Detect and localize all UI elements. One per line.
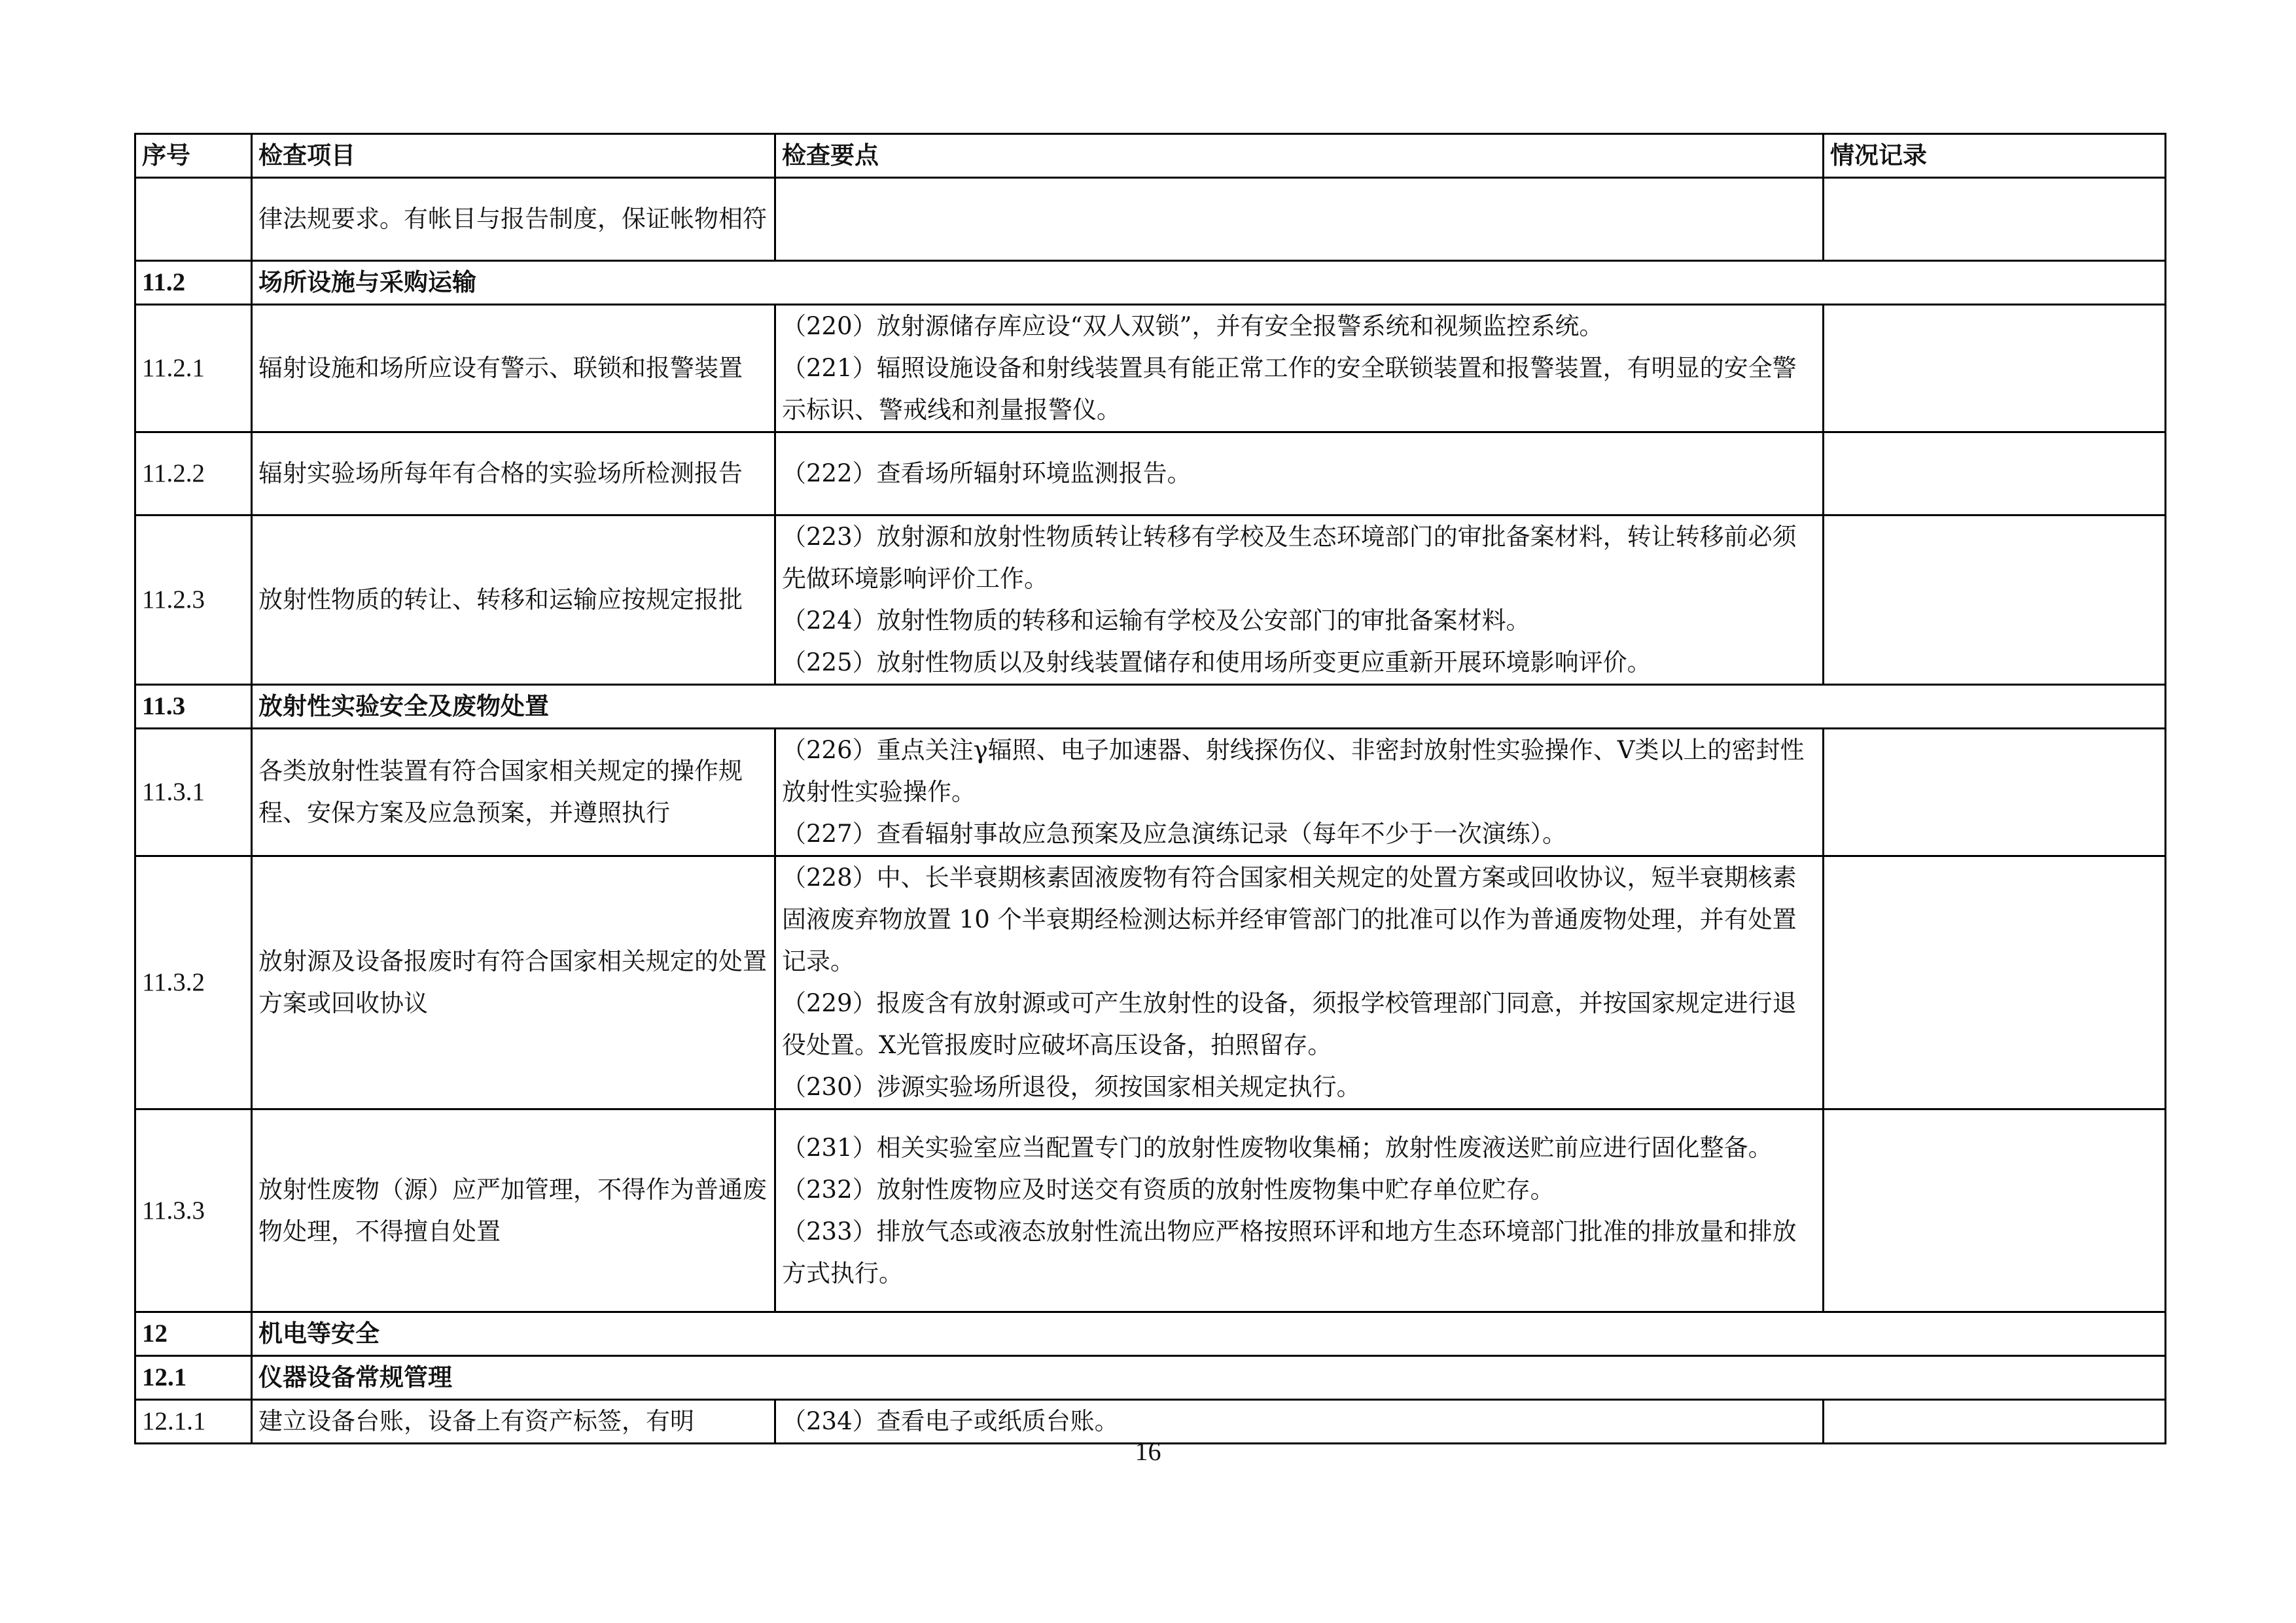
- table-row: [135, 1109, 2166, 1312]
- check-item: 辐射设施和场所应设有警示、联锁和报警装置: [252, 305, 775, 432]
- section-row: [135, 685, 2166, 729]
- check-point: （223）放射源和放射性物质转让转移有学校及生态环境部门的审批备案材料，转让转移前必须先做环境影响评价工作。: [782, 523, 1797, 593]
- item-number: 11.3.1: [135, 729, 252, 856]
- check-item: 律法规要求。有帐目与报告制度，保证帐物相符: [252, 178, 775, 261]
- check-point: （221）辐照设施设备和射线装置具有能正常工作的安全联锁装置和报警装置，有明显的安全警示标识、警戒线和剂量报警仪。: [782, 354, 1797, 424]
- check-points: [775, 305, 1824, 432]
- check-item: 放射源及设备报废时有符合国家相关规定的处置方案或回收协议: [252, 856, 775, 1109]
- header-no: 序号: [135, 134, 252, 178]
- item-number: 11.2.3: [135, 515, 252, 685]
- check-item: 放射性废物（源）应严加管理，不得作为普通废物处理，不得擅自处置: [252, 1109, 775, 1312]
- section-title: 场所设施与采购运输: [252, 261, 2166, 305]
- check-point: （231）相关实验室应当配置专门的放射性废物收集桶；放射性废液送贮前应进行固化整备。: [782, 1133, 1773, 1162]
- section-title: 仪器设备常规管理: [252, 1356, 2166, 1400]
- check-points: [775, 178, 1824, 261]
- page-number: 16: [1135, 1437, 1161, 1466]
- check-item: 放射性物质的转让、转移和运输应按规定报批: [252, 515, 775, 685]
- record-cell[interactable]: [1824, 432, 2166, 515]
- item-number: 12.1.1: [135, 1400, 252, 1444]
- item-number: 11.3.3: [135, 1109, 252, 1312]
- check-points: [775, 515, 1824, 685]
- item-number: [135, 178, 252, 261]
- item-number: 11.3.2: [135, 856, 252, 1109]
- record-cell[interactable]: [1824, 515, 2166, 685]
- check-points: [775, 1109, 1824, 1312]
- section-row: [135, 1356, 2166, 1400]
- record-cell[interactable]: [1824, 178, 2166, 261]
- table-row: [135, 515, 2166, 685]
- check-item: 辐射实验场所每年有合格的实验场所检测报告: [252, 432, 775, 515]
- table-row: [135, 305, 2166, 432]
- inspection-table: [134, 133, 2166, 1444]
- table-header-row: [135, 134, 2166, 178]
- section-row: [135, 1312, 2166, 1356]
- check-point: （229）报废含有放射源或可产生放射性的设备，须报学校管理部门同意，并按国家规定进行退役处置。X光管报废时应破坏高压设备，拍照留存。: [782, 989, 1797, 1059]
- check-points: [775, 856, 1824, 1109]
- table-body: [135, 178, 2166, 1444]
- check-points: [775, 432, 1824, 515]
- check-point: （220）放射源储存库应设“双人双锁”，并有安全报警系统和视频监控系统。: [782, 312, 1604, 340]
- section-title: 放射性实验安全及废物处置: [252, 685, 2166, 729]
- header-record: 情况记录: [1824, 134, 2166, 178]
- table-row: [135, 432, 2166, 515]
- section-number: 11.3: [135, 685, 252, 729]
- record-cell[interactable]: [1824, 856, 2166, 1109]
- record-cell[interactable]: [1824, 305, 2166, 432]
- check-point: （228）中、长半衰期核素固液废物有符合国家相关规定的处置方案或回收协议，短半衰期核素固液废弃物放置 10 个半衰期经检测达标并经审管部门的批准可以作为普通废物处理，并有处置记录。: [782, 864, 1797, 975]
- table-row: [135, 178, 2166, 261]
- header-item: 检查项目: [252, 134, 775, 178]
- check-point: （230）涉源实验场所退役，须按国家相关规定执行。: [782, 1073, 1361, 1101]
- section-number: 12.1: [135, 1356, 252, 1400]
- table-row: [135, 856, 2166, 1109]
- check-point: （234）查看电子或纸质台账。: [782, 1407, 1119, 1435]
- check-point: （233）排放气态或液态放射性流出物应严格按照环评和地方生态环境部门批准的排放量和排放方式执行。: [782, 1217, 1797, 1287]
- check-point: （224）放射性物质的转移和运输有学校及公安部门的审批备案材料。: [782, 606, 1530, 635]
- record-cell[interactable]: [1824, 729, 2166, 856]
- item-number: 11.2.1: [135, 305, 252, 432]
- table-row: [135, 729, 2166, 856]
- section-number: 11.2: [135, 261, 252, 305]
- check-points: [775, 729, 1824, 856]
- check-item: 建立设备台账，设备上有资产标签，有明: [252, 1400, 775, 1444]
- section-title: 机电等安全: [252, 1312, 2166, 1356]
- check-point: （226）重点关注γ辐照、电子加速器、射线探伤仪、非密封放射性实验操作、V类以上的密封性放射性实验操作。: [782, 736, 1805, 806]
- check-point: （222）查看场所辐射环境监测报告。: [782, 459, 1192, 487]
- record-cell[interactable]: [1824, 1109, 2166, 1312]
- check-point: （225）放射性物质以及射线装置储存和使用场所变更应重新开展环境影响评价。: [782, 648, 1651, 676]
- item-number: 11.2.2: [135, 432, 252, 515]
- header-points: 检查要点: [775, 134, 1824, 178]
- check-point: （232）放射性废物应及时送交有资质的放射性废物集中贮存单位贮存。: [782, 1175, 1555, 1204]
- section-number: 12: [135, 1312, 252, 1356]
- section-row: [135, 261, 2166, 305]
- check-item: 各类放射性装置有符合国家相关规定的操作规程、安保方案及应急预案，并遵照执行: [252, 729, 775, 856]
- check-point: （227）查看辐射事故应急预案及应急演练记录（每年不少于一次演练）。: [782, 820, 1567, 848]
